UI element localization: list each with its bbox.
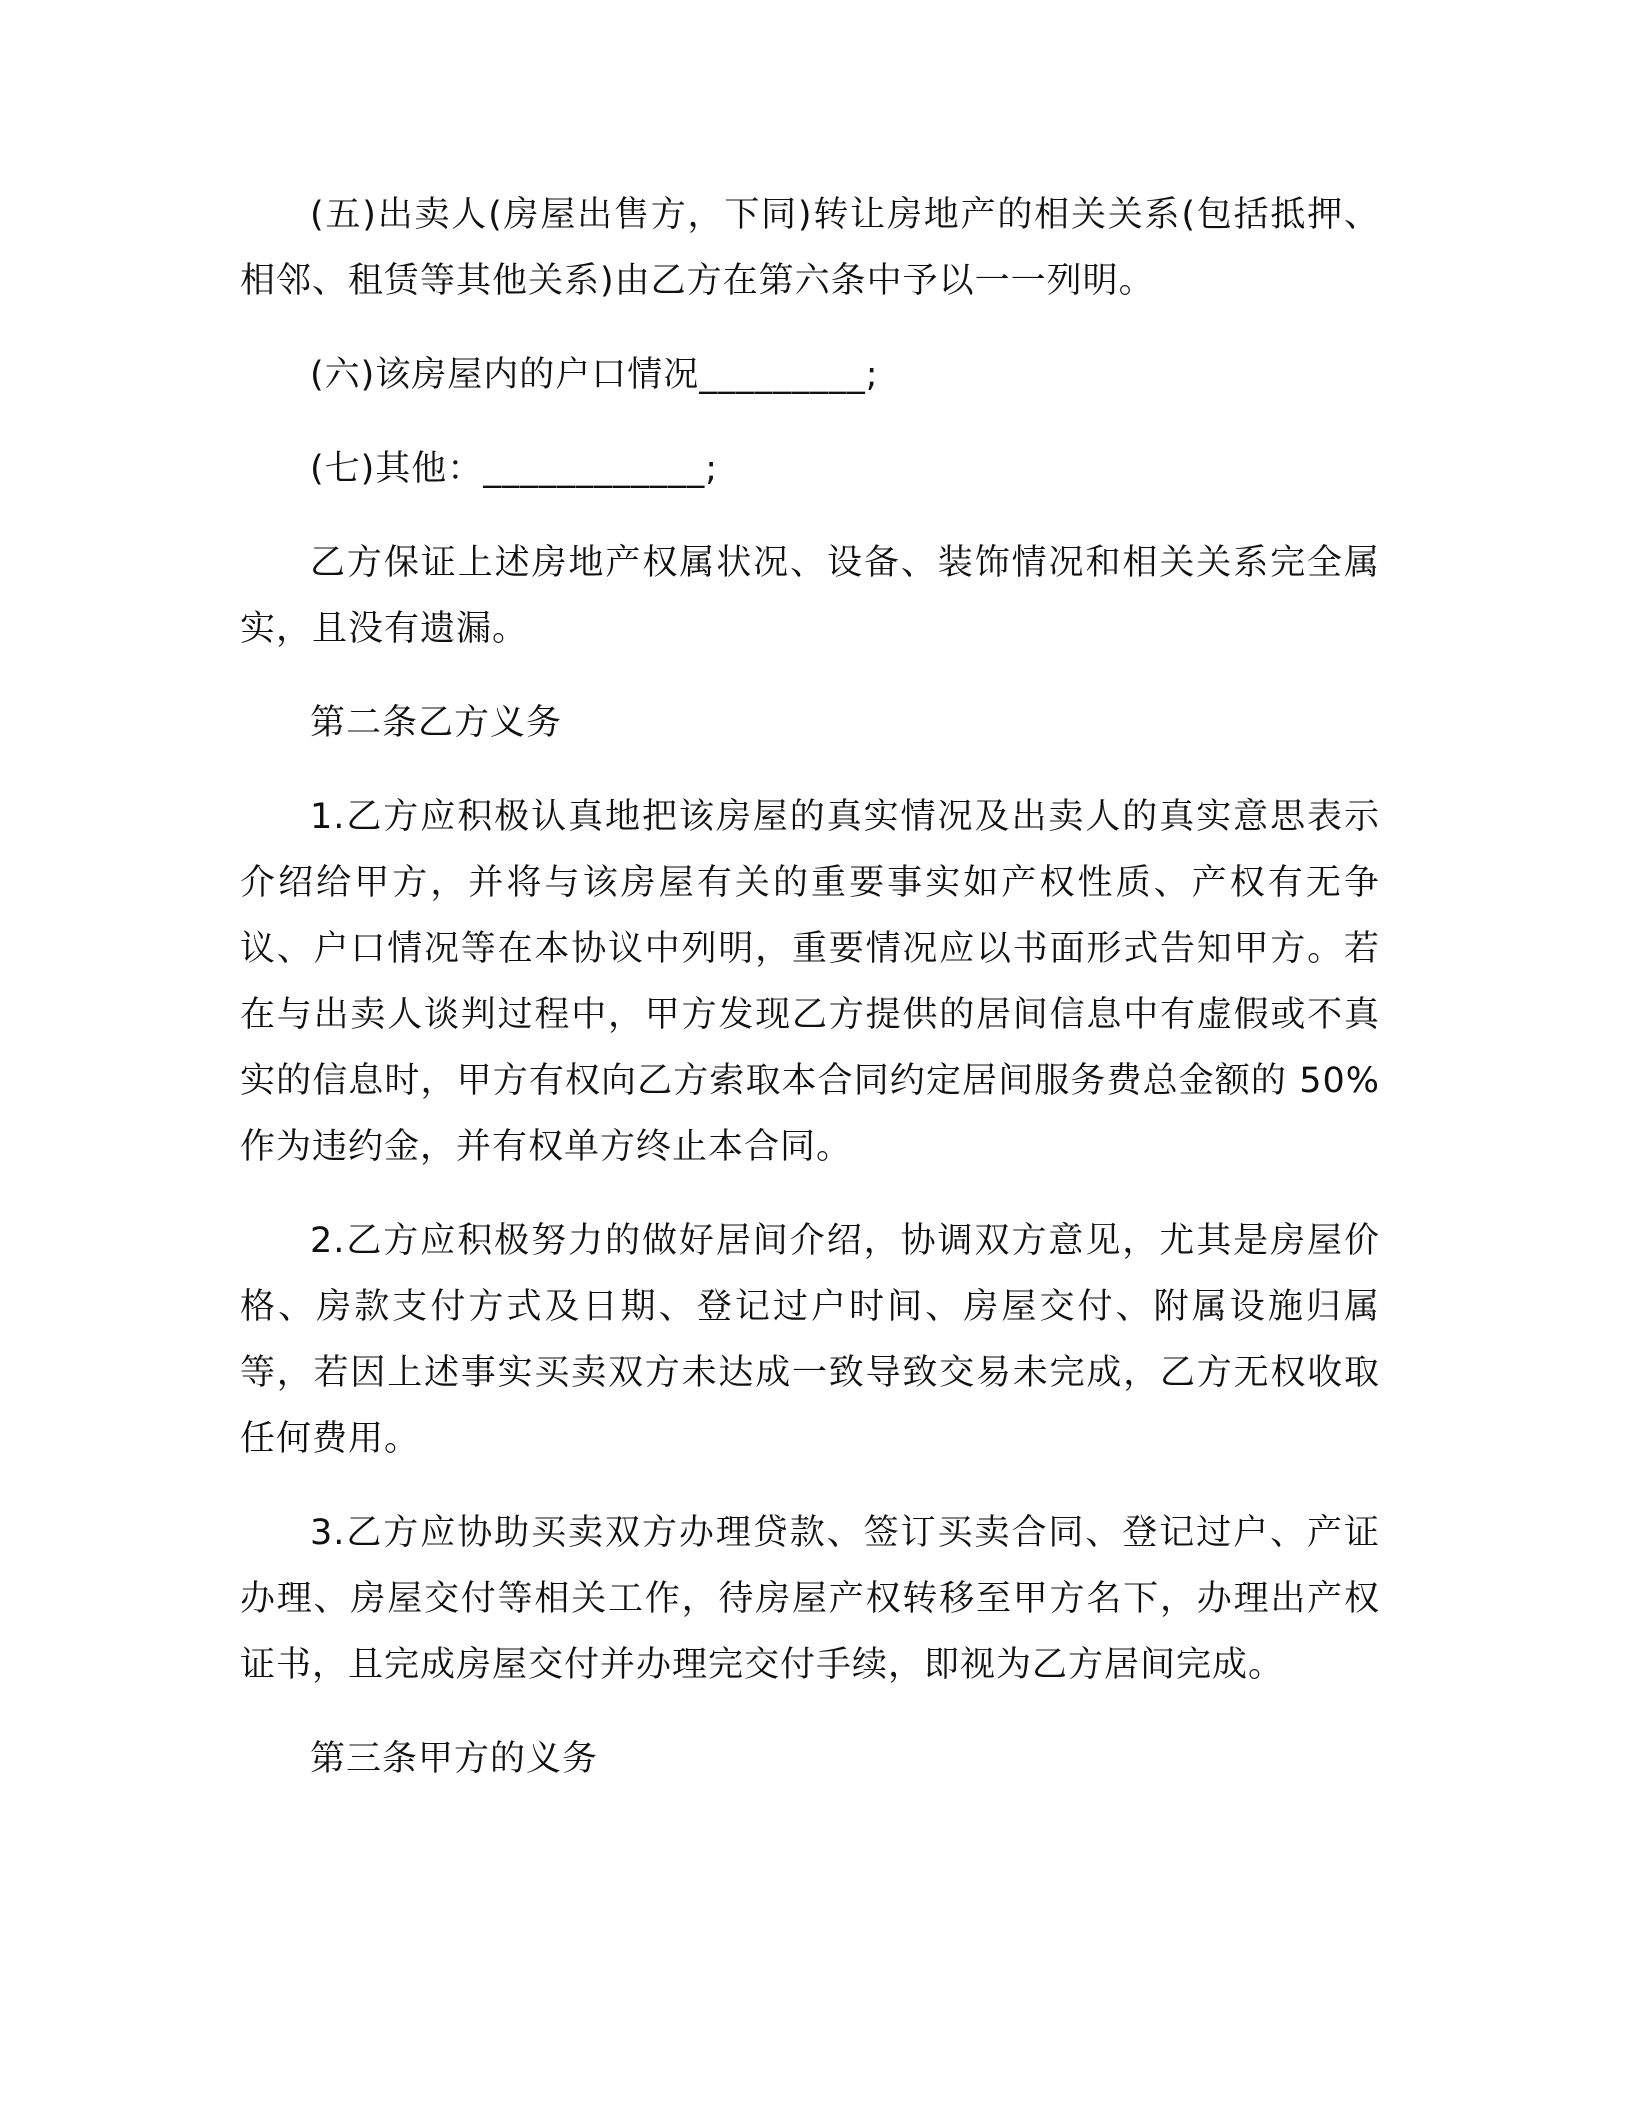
guarantee-paragraph: 乙方保证上述房地产权属状况、设备、装饰情况和相关关系完全属实，且没有遗漏。 [240, 543, 1380, 649]
document-body [240, 182, 1380, 1820]
article-2-heading: 第二条乙方义务 [310, 703, 563, 743]
clause-6-paragraph: (六)该房屋内的户口情况_________; [310, 355, 879, 395]
clause-5-paragraph: (五)出卖人(房屋出售方，下同)转让房地产的相关关系(包括抵押、相邻、租赁等其他关系)由乙方在第六条中予以一一列明。 [240, 195, 1380, 301]
article-2-item-2: 2.乙方应积极努力的做好居间介绍，协调双方意见，尤其是房屋价格、房款支付方式及日期、登记过户时间、房屋交付、附属设施归属等，若因上述事实买卖双方未达成一致导致交易未完成，乙方无权收取任何费用。 [240, 1221, 1380, 1459]
article-2-item-3: 3.乙方应协助买卖双方办理贷款、签订买卖合同、登记过户、产证办理、房屋交付等相关工作，待房屋产权转移至甲方名下，办理出产权证书，且完成房屋交付并办理完交付手续，即视为乙方居间完成。 [240, 1513, 1380, 1685]
clause-7-paragraph: (七)其他：____________; [310, 449, 719, 489]
article-3-heading: 第三条甲方的义务 [310, 1739, 599, 1779]
article-2-item-1: 1.乙方应积极认真地把该房屋的真实情况及出卖人的真实意思表示介绍给甲方，并将与该房屋有关的重要事实如产权性质、产权有无争议、户口情况等在本协议中列明，重要情况应以书面形式告知甲方。若在与出卖人谈判过程中，甲方发现乙方提供的居间信息中有虚假或不真实的信息时，甲方有权向乙方索取本合同约定居间服务费总金额的 50%作为违约金，并有权单方终止本合同。 [240, 797, 1380, 1167]
